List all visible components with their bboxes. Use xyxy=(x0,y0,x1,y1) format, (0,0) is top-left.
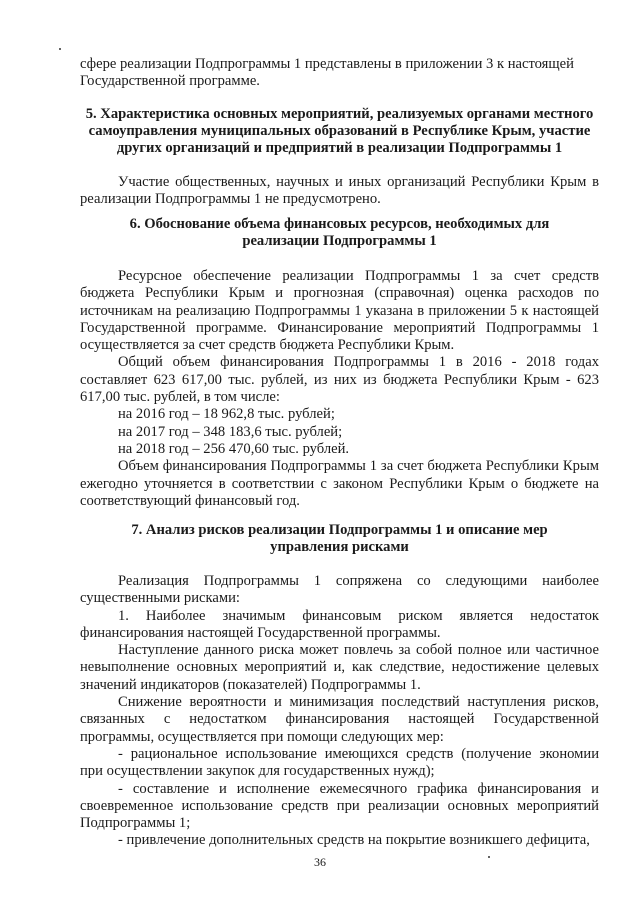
section-5-heading: 5. Характеристика основных мероприятий, реализуемых органами местного самоуправления муниципальных образований в Республике Крым, участие других организаций и предприятий в реализации Подпрограммы 1 xyxy=(85,106,594,156)
funding-2018: на 2018 год – 256 470,60 тыс. рублей. xyxy=(118,440,350,457)
section-7-paragraph-3: Наступление данного риска может повлечь за собой полное или частичное невыполнение основных мероприятий и, как следствие, недостижение целевых значений индикаторов (показателей) Подпрограммы 1. xyxy=(80,642,599,693)
scan-speck xyxy=(59,48,61,50)
section-6-paragraph-1: Ресурсное обеспечение реализации Подпрограммы 1 за счет средств бюджета Республики Крым и прогнозная (справочная) оценка расходов по источникам на реализацию Подпрограммы 1 указана в приложении 5 к настоящей Государственной программе. Финансирование мероприятий Подпрограммы 1 осуществляется за счет средств бюджета Республики Крым. xyxy=(80,268,599,354)
section-6 xyxy=(80,216,599,510)
section-7-paragraph-1: Реализация Подпрограммы 1 сопряжена со следующими наиболее существенными рисками: xyxy=(80,573,599,607)
intro-paragraph: сфере реализации Подпрограммы 1 представлены в приложении 3 к настоящей Государственной программе. xyxy=(80,56,574,90)
section-7-paragraph-6: - составление и исполнение ежемесячного графика финансирования и своевременное использование средств при реализации основных мероприятий Подпрограммы 1; xyxy=(80,780,599,832)
funding-2016: на 2016 год – 18 962,8 тыс. рублей; xyxy=(118,406,335,423)
funding-2017: на 2017 год – 348 183,6 тыс. рублей; xyxy=(118,423,343,440)
section-7-paragraph-2: 1. Наиболее значимым финансовым риском является недостаток финансирования настоящей Государственной программы. xyxy=(80,607,599,641)
page-number: 36 xyxy=(314,855,326,869)
section-5-paragraph: Участие общественных, научных и иных организаций Республики Крым в реализации Подпрограммы 1 не предусмотрено. xyxy=(80,174,599,208)
text-block-intro xyxy=(80,56,599,91)
section-7-heading: 7. Анализ рисков реализации Подпрограммы 1 и описание мер управления рисками xyxy=(131,522,548,555)
section-6-paragraph-2: Общий объем финансирования Подпрограммы 1 в 2016 - 2018 годах составляет 623 617,00 тыс. рублей, из них из бюджета Республики Крым - 623 617,00 тыс. рублей, в том числе: xyxy=(80,354,599,406)
section-7 xyxy=(80,522,599,850)
section-7-paragraph-7: - привлечение дополнительных средств на покрытие возникшего дефицита, xyxy=(118,832,590,849)
section-6-paragraph-3: Объем финансирования Подпрограммы 1 за счет бюджета Республики Крым ежегодно уточняется в соответствии с законом Республики Крым о бюджете на соответствующий финансовый год. xyxy=(80,458,599,509)
section-5 xyxy=(80,106,599,209)
section-7-paragraph-5: - рациональное использование имеющихся средств (получение экономии при осуществлении закупок для государственных нужд); xyxy=(80,745,599,780)
section-7-paragraph-4: Снижение вероятности и минимизация последствий наступления рисков, связанных с недостатком финансирования настоящей Государственной программы, осуществляется при помощи следующих мер: xyxy=(80,694,599,745)
section-6-heading: 6. Обоснование объема финансовых ресурсов, необходимых для реализации Подпрограммы 1 xyxy=(129,216,550,249)
